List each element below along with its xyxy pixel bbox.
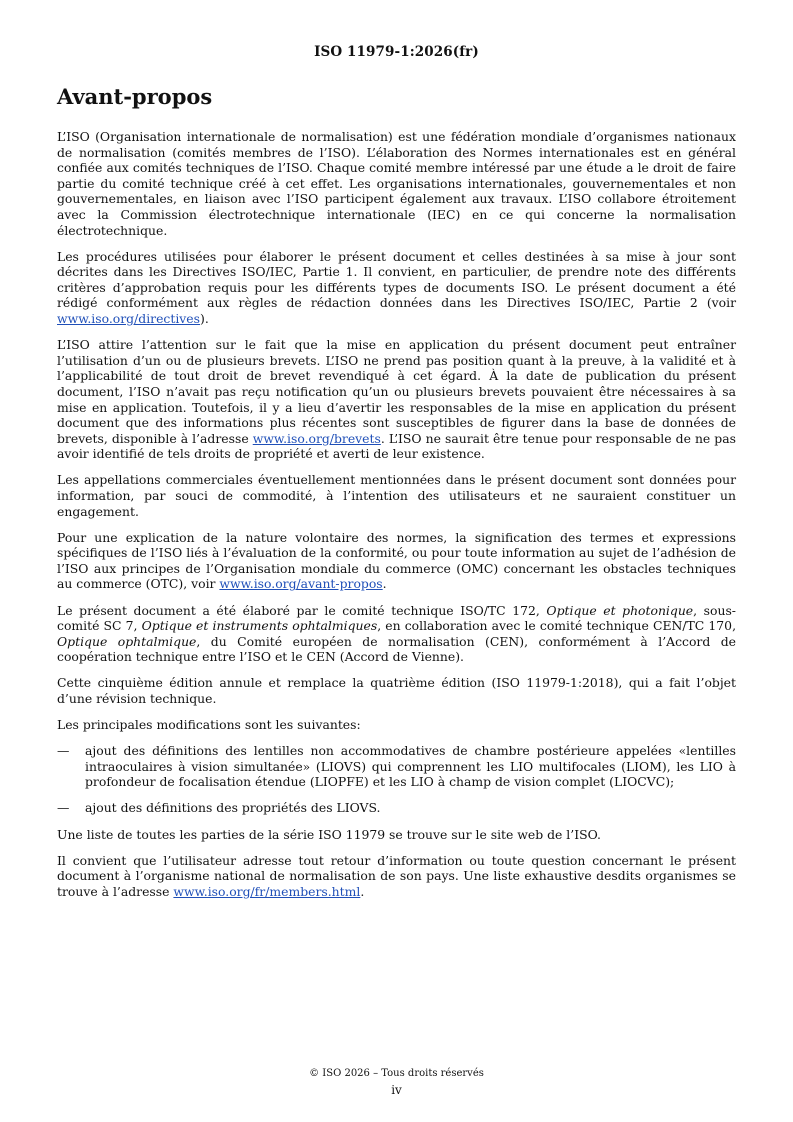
page-title: Avant-propos xyxy=(57,84,213,109)
changes-list xyxy=(57,743,736,816)
list-item xyxy=(57,800,736,816)
cen-committee-name-italic: Optique ophtalmique xyxy=(57,633,197,649)
paragraph-iso-intro: L’ISO (Organisation internationale de normalisation) est une fédération mondiale d’organismes nationaux de normalisation (comités membres de l’ISO). L’élaboration des Normes internationales est en général confiée aux comités techniques de l’ISO. Chaque comité membre intéressé par une étude a le droit de faire partie du comité technique créé à cet effet. Les organisations internationales, gouvernementales et non gouvernementales, en liaison avec l’ISO participent également aux travaux. L’ISO collabore étroitement avec la Commission électrotechnique internationale (IEC) en ce qui concerne la normalisation électrotechnique. xyxy=(57,129,736,238)
list-item-text: ajout des définitions des lentilles non accommodatives de chambre postérieure appelées «lentilles intraoculaires à vision simultanée» (LIOVS) qui comprennent les LIO multifocales (LIOM), les LIO à profondeur de focalisation étendue (LIOPFE) et les LIO à champ de vision complet (LIOCVC); xyxy=(85,743,736,790)
paragraph-changes-intro: Les principales modifications sont les suivantes: xyxy=(57,717,361,733)
foreword-body xyxy=(57,129,736,910)
paragraph-text: ). xyxy=(200,311,209,327)
dash-bullet: — xyxy=(57,800,70,816)
paragraph-text: Les procédures utilisées pour élaborer le présent document et celles destinées à sa mise à jour sont décrites dans les Directives ISO/IEC, Partie 1. Il convient, en particulier, de prendre note des différents critères d’approbation requis pour les différents types de documents ISO. Le présent document a été rédigé conformément aux règles de rédaction données dans les Directives ISO/IEC, Partie 2 (voir xyxy=(57,248,736,311)
paragraph-text: . xyxy=(382,576,387,592)
copyright-notice: © ISO 2026 – Tous droits réservés xyxy=(309,1068,484,1079)
paragraph-series-parts: Une liste de toutes les parties de la série ISO 11979 se trouve sur le site web de l’ISO. xyxy=(57,826,601,842)
paragraph-voluntary-nature xyxy=(57,530,736,592)
patents-link[interactable]: www.iso.org/brevets xyxy=(252,430,381,446)
page-footer xyxy=(0,1067,793,1097)
paragraph-text: , du Comité européen de normalisation (CEN), conformément à l’Accord de coopération technique entre l’ISO et le CEN (Accord de Vienne). xyxy=(57,633,736,665)
members-link[interactable]: www.iso.org/fr/members.html xyxy=(173,883,361,899)
paragraph-text: Pour une explication de la nature volontaire des normes, la signification des termes et expressions spécifiques de l’ISO liés à l’évaluation de la conformité, ou pour toute information au sujet de l’adhésion de l’ISO aux principes de l’Organisation mondiale du commerce (OMC) concernant les obstacles techniques au commerce (OTC), voir xyxy=(57,529,736,592)
paragraph-text: Il convient que l’utilisateur adresse tout retour d’information ou toute question concernant le présent document à l’organisme national de normalisation de son pays. Une liste exhaustive desdits organismes se trouve à l’adresse xyxy=(57,852,736,899)
committee-name-italic: Optique et photonique xyxy=(546,602,694,618)
paragraph-text: . xyxy=(360,883,365,899)
dash-bullet: — xyxy=(57,743,70,759)
list-item-text: ajout des définitions des propriétés des LIOVS. xyxy=(85,800,381,816)
foreword-link[interactable]: www.iso.org/avant-propos xyxy=(219,576,383,592)
subcommittee-name-italic: Optique et instruments ophtalmiques xyxy=(141,618,378,634)
paragraph-procedures xyxy=(57,249,736,327)
paragraph-feedback xyxy=(57,853,736,900)
paragraph-text: L’ISO attire l’attention sur le fait que la mise en application du présent document peut entraîner l’utilisation d’un ou de plusieurs brevets. L’ISO ne prend pas position quant à la preuve, à la validité et à l’applicabilité de tout droit de brevet revendiqué à cet égard. À la date de publication du présent document, l’ISO n’avait pas reçu notification qu’un ou plusieurs brevets pouvaient être nécessaires à sa mise en application. Toutefois, il y a lieu d’avertir les responsables de la mise en application du présent document que des informations plus récentes sont susceptibles de figurer dans la base de données de brevets, disponible à l’adresse xyxy=(57,337,736,446)
paragraph-text: , sous-comité SC 7, xyxy=(57,602,736,634)
paragraph-committee xyxy=(57,603,736,665)
paragraph-text: Le présent document a été élaboré par le comité technique ISO/TC 172, xyxy=(57,602,547,618)
paragraph-text: , en collaboration avec le comité technique CEN/TC 170, xyxy=(377,618,737,634)
paragraph-patents xyxy=(57,337,736,462)
list-item xyxy=(57,743,736,790)
paragraph-trade-names: Les appellations commerciales éventuellement mentionnées dans le présent document sont données pour information, par souci de commodité, à l’intention des utilisateurs et ne sauraient constituer un engagement. xyxy=(57,472,736,519)
paragraph-edition: Cette cinquième édition annule et remplace la quatrième édition (ISO 11979-1:2018), qui a fait l’objet d’une révision technique. xyxy=(57,675,736,706)
page-number: iv xyxy=(391,1083,402,1097)
directives-link[interactable]: www.iso.org/directives xyxy=(57,311,200,327)
paragraph-text: . L’ISO ne saurait être tenue pour responsable de ne pas avoir identifié de tels droits de propriété et averti de leur existence. xyxy=(57,430,736,462)
document-id-header: ISO 11979-1:2026(fr) xyxy=(314,44,479,60)
